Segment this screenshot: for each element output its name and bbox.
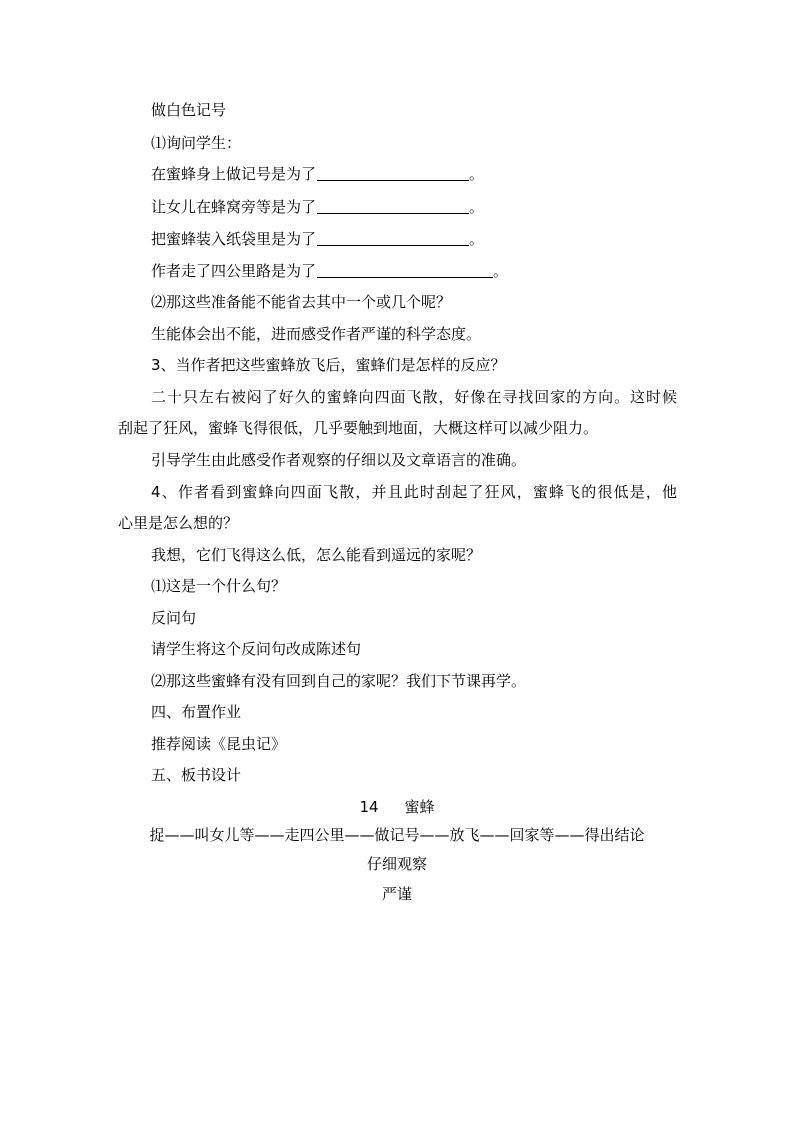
fill-in-question <box>151 229 484 249</box>
paragraph-line: 刮起了狂风，蜜蜂飞得很低，几乎要触到地面，大概这样可以减少阻力。 <box>118 419 599 437</box>
text-line: ⑵那这些准备能不能省去其中一个或几个呢？ <box>151 293 452 311</box>
question-end: 。 <box>493 262 509 280</box>
fill-in-question <box>151 197 484 217</box>
question-end: 。 <box>469 165 485 183</box>
question-text: 在蜜蜂身上做记号是为了 <box>151 165 317 183</box>
text-line: 请学生将这个反问句改成陈述句 <box>151 640 362 658</box>
text-line: ⑴这是一个什么句？ <box>151 577 287 595</box>
text-line: 反问句 <box>151 609 197 627</box>
question-text: 作者走了四公里路是为了 <box>151 262 317 280</box>
question-end: 。 <box>469 230 485 248</box>
section-heading: 五、板书设计 <box>151 766 242 784</box>
section-heading: 四、布置作业 <box>151 703 242 721</box>
board-observe: 仔细观察 <box>366 855 427 873</box>
text-line: 3、当作者把这些蜜蜂放飞后，蜜蜂们是怎样的反应？ <box>151 356 506 374</box>
board-sequence: 捉——叫女儿等——走四公里——做记号——放飞——回家等——得出结论 <box>149 826 645 844</box>
text-line: 生能体会出不能，进而感受作者严谨的科学态度。 <box>151 325 482 343</box>
text-line: ⑴询问学生： <box>151 134 242 152</box>
fill-in-question <box>151 261 508 281</box>
answer-blank <box>317 261 493 278</box>
fill-in-question <box>151 164 484 184</box>
question-text: 让女儿在蜂窝旁等是为了 <box>151 198 317 216</box>
board-title <box>0 797 794 817</box>
answer-blank <box>317 229 469 246</box>
answer-blank <box>317 164 469 181</box>
text-line: 我想，它们飞得这么低，怎么能看到遥远的家呢？ <box>151 546 482 564</box>
text-line: 推荐阅读《昆虫记》 <box>151 735 287 753</box>
question-end: 。 <box>469 198 485 216</box>
text-line: ⑵那这些蜜蜂有没有回到自己的家呢？我们下节课再学。 <box>151 672 527 690</box>
lesson-title: 蜜蜂 <box>404 798 435 816</box>
board-rigor: 严谨 <box>381 885 412 903</box>
question-text: 把蜜蜂装入纸袋里是为了 <box>151 230 317 248</box>
paragraph-line: 心里是怎么想的？ <box>118 514 239 532</box>
lesson-number: 14 <box>359 798 379 816</box>
paragraph-line: 4、作者看到蜜蜂向四面飞散，并且此时刮起了狂风，蜜蜂飞的很低是，他 <box>151 483 677 501</box>
text-line: 引导学生由此感受作者观察的仔细以及文章语言的准确。 <box>151 451 527 469</box>
answer-blank <box>317 197 469 214</box>
paragraph-line: 二十只左右被闷了好久的蜜蜂向四面飞散，好像在寻找回家的方向。这时候 <box>151 388 677 406</box>
text-line: 做白色记号 <box>151 101 227 119</box>
